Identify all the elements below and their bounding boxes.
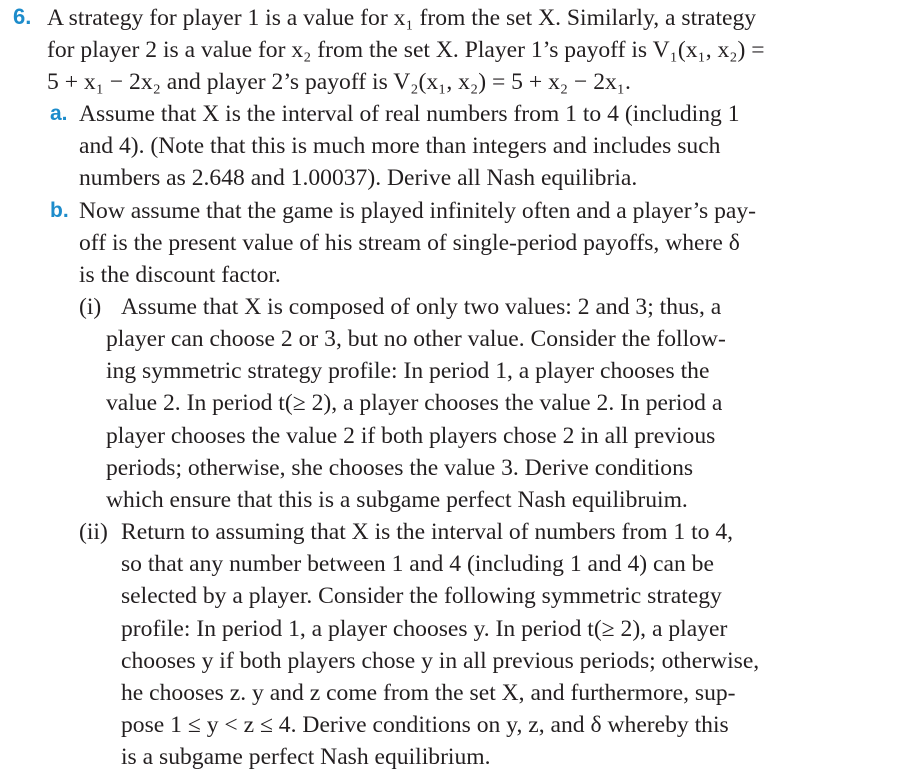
sub-ii-line-8: is a subgame perfect Nash equilibrium. [121, 744, 491, 770]
sub-ii-line-4: profile: In period 1, a player chooses y. In period t(≥ 2), a player [121, 616, 728, 642]
sub-ii-line-1: Return to assuming that X is the interval of numbers from 1 to 4, [121, 519, 734, 545]
sub-i-line-2: player can choose 2 or 3, but no other value. Consider the follow- [106, 326, 726, 352]
sub-ii-line-3: selected by a player. Consider the following symmetric strategy [121, 583, 722, 609]
part-a-line-1: Assume that X is the interval of real numbers from 1 to 4 (including 1 [79, 101, 740, 127]
sub-i-label: (i) [79, 294, 102, 320]
sub-i-line-3: ing symmetric strategy profile: In period 1, a player chooses the [106, 358, 710, 384]
sub-i-line-5: player chooses the value 2 if both players chose 2 in all previous [106, 423, 716, 449]
sub-ii-line-5: chooses y if both players chose y in all previous periods; otherwise, [121, 648, 760, 674]
part-a-label: a. [50, 102, 68, 125]
stem-line-3: 5 + x₁ − 2x₂ and player 2’s payoff is V₂(x₁, x₂) = 5 + x₂ − 2x₁. [47, 69, 631, 95]
sub-ii-line-7: pose 1 ≤ y < z ≤ 4. Derive conditions on y, z, and δ whereby this [121, 712, 729, 738]
part-b-line-1: Now assume that the game is played infinitely often and a player’s pay- [79, 198, 757, 224]
problem-number: 6. [13, 4, 32, 29]
stem-line-1: A strategy for player 1 is a value for x₁ from the set X. Similarly, a strategy [47, 5, 757, 31]
part-a-line-2: and 4). (Note that this is much more than integers and includes such [79, 133, 721, 159]
part-b-line-3: is the discount factor. [79, 262, 281, 288]
sub-i-line-6: periods; otherwise, she chooses the value 3. Derive conditions [106, 455, 694, 481]
stem-line-2: for player 2 is a value for x₂ from the set X. Player 1’s payoff is V₁(x₁, x₂) = [47, 37, 765, 63]
sub-i-line-4: value 2. In period t(≥ 2), a player chooses the value 2. In period a [106, 390, 723, 416]
part-b-label: b. [50, 199, 69, 222]
sub-ii-line-2: so that any number between 1 and 4 (including 1 and 4) can be [121, 551, 714, 577]
sub-ii-label: (ii) [79, 519, 108, 545]
sub-i-line-7: which ensure that this is a subgame perfect Nash equilibruim. [106, 487, 688, 513]
sub-i-line-1: Assume that X is composed of only two values: 2 and 3; thus, a [121, 294, 722, 320]
part-a-line-3: numbers as 2.648 and 1.00037). Derive all Nash equilibria. [79, 165, 638, 191]
part-b-line-2: off is the present value of his stream of single-period payoffs, where δ [79, 230, 740, 256]
sub-ii-line-6: he chooses z. y and z come from the set X, and furthermore, sup- [121, 680, 736, 706]
